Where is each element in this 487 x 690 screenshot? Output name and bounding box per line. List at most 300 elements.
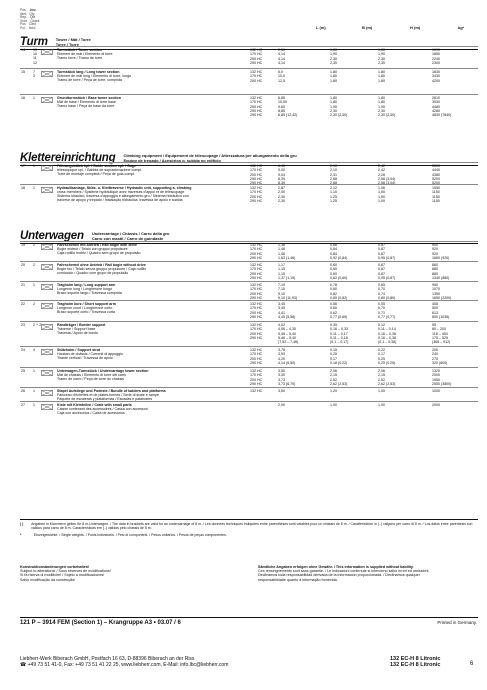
spec-height: 2,30 [378,56,385,61]
spec-type: 170 HC [250,74,263,79]
row-description-line: Führungsstück kpl. / Guide section cpl. / Cage [57,164,136,168]
component-drawing-icon [41,164,53,172]
spec-length: 9,00 [278,168,285,173]
spec-height: 1,00 [378,190,385,195]
disclaimer-right-2: Ces renseignements sont sans garantie. / Le indicazioni contenute si intendono salvo errori ed omissioni. [258,569,430,574]
row-description-line: Paquete de escaleras y plataformas / Escadas e patamares [57,397,153,402]
spec-length: 1,63 (1,46) [278,255,296,260]
spec-width: 2,15 [330,373,337,378]
legend-qty-en: Qty. [29,11,36,16]
row-quantity: 15 [33,48,37,52]
legend-pos-es: Pos [20,22,26,26]
spec-length: (7,52 – 7,46) [278,340,299,345]
spec-length: 5,48 – 5,40 [278,331,296,336]
row-description-line: Hauban de châssis / Correnti di appoggio [57,352,123,357]
spec-length: 8,39 [278,181,285,186]
spec-type: 290 HC [250,255,263,260]
spec-weight: 1070 [432,287,440,292]
spec-height: 2,15 [378,373,385,378]
spec-weight: 2000 [432,373,440,378]
spec-width: 0,60 [330,267,337,272]
spec-width: 0,60 [330,306,337,311]
spec-weight: 240 [432,352,438,357]
spec-weight: 408 [432,302,438,306]
spec-type: 290 HC [250,176,263,181]
column-weight-header: kg* [458,25,465,30]
spec-width: 2,30 [330,56,337,61]
spec-row [250,256,480,260]
spec-weight: 200 [432,348,438,352]
spec-type: 132 HC [250,302,263,306]
spec-weight: 1150 [432,190,440,195]
spec-length: 10,0 [278,74,285,79]
table-row [20,261,478,280]
section-subtitle: Undercarriage / Châssis / Carro della gru [91,231,170,237]
spec-height: 2,30 (2,30) [378,113,396,118]
spec-length: 2,87 [278,186,285,190]
row-position: 25 [21,369,25,373]
spec-length: 1,15 [278,267,285,272]
spec-length: 9,04 [278,172,285,177]
spec-height: 2,52 [378,377,385,382]
spec-type: 170 HC [250,352,263,357]
spec-width: 1,90 [330,52,337,57]
legend-rep: Rep. [20,15,27,19]
spec-weight: 4830 (7840) [432,113,452,118]
spec-weight: 1650 (2200) [432,295,452,300]
spec-height: 0,87 [378,243,385,247]
spec-height: 1,80 [378,48,385,52]
model-names [390,656,440,668]
disclaimer-left-3: Si fa riserva di modifiche! / Sujeto a modificaciones! [20,573,105,578]
spec-type: 290 HC [250,60,263,65]
table-row [20,367,478,386]
spec-type: 132 HC [250,70,263,74]
spec-width: 1,25 [330,198,337,203]
note-key: ( ) [20,522,24,526]
spec-type: 200 HC [250,251,263,256]
spec-type: 200 HC [250,291,263,296]
row-quantity: 1 [33,186,35,190]
spec-width: 2,12 [330,186,337,190]
spec-weight: 4380 [432,172,440,177]
component-drawing-icon [41,263,53,271]
spec-weight: 1320 [432,369,440,373]
spec-length: 3,50 [278,389,285,393]
spec-type: 290 HC [250,275,263,280]
spec-weight: 950 [432,283,438,287]
section-title: Unterwagen [20,230,84,243]
row-quantity: 1 [33,403,35,407]
row-description-line: télescopique cpl. / Gabbia de sopraelevazione compl. [57,168,143,173]
spec-width: 0,80 [330,287,337,292]
spec-weight: 4280 [432,108,440,113]
row-description-line: Tramo de torre / Peça de torre, comprida [57,78,122,83]
spec-width: 2,68 [330,181,337,186]
note-key: * [20,533,22,537]
row-description-line: Brazo soporte largo / Travessa comprida [57,291,122,296]
spec-width: 2,30 [330,60,337,65]
row-description-line: Traverse / Support base [57,327,96,332]
spec-length: 4,45 (5,58) [278,314,296,319]
spec-weight: 3430 [432,74,440,79]
spec-type: 170 HC [250,168,263,173]
spec-width: 0,82 [330,291,337,296]
address-line-2: +49 73 51 41-0, Fax: +49 73 51 41 22 25, www.liebherr.com, E-Mail: info.lbc@liebherr.com [27,662,229,669]
component-drawing-icon [41,348,53,356]
spec-height: 0,11 – 0,14 [378,327,396,332]
spec-length: 5,0 [278,70,283,74]
row-position: 15 [21,70,25,74]
component-drawing-icon [41,302,53,310]
row-description-line: Kiste mit Kleinteilen / Crate with small parts [57,403,132,407]
component-drawing-icon [41,186,53,194]
spec-row [250,361,480,365]
row-description-line: Unterwagen-Turmstück / Undercarriage tower section [57,369,149,373]
table-row [20,184,478,203]
row-quantity: 2 [33,243,35,247]
row-description-line: Caisse contenant des accessoires / Cassa con accessori [57,407,148,412]
spec-row [250,340,480,344]
spec-length: 1,17 [278,263,285,267]
spec-weight: 500 [432,306,438,311]
row-position: 21 [21,283,25,287]
spec-type: 200 HC [250,310,263,315]
spec-length: 6,85 [278,96,285,100]
spec-weight: 1150 [432,194,440,199]
spec-width: 0,11 – 0,18 [330,335,348,340]
spec-width: 1,20 [330,389,337,393]
row-quantity: 1 [33,283,35,287]
note-text: Angaben in Klammern gelten für 8 m-Unterwagen. / The data in brackets are valid for an undercarriage of 8 m. / Les données techniques indiquées entre parenthèses sont valables pour un châssis de 8 m. / Caratteristiche in (..) valgono per carro di 8 m. / Los datos entre paréntesis son válidos para carro de 8 m. Características em (..) válidas pelo chassis de 8 m. [31,522,473,530]
spec-height: 0,80 (0,80) [378,295,396,300]
row-description-line: Tragholm kurz / Short support arm [57,302,116,306]
spec-type: 132 HC [250,164,263,168]
spec-type: 290 HC [250,113,263,118]
spec-height: 0,25 [378,356,385,361]
spec-height: 1,00 [378,403,385,407]
spec-length: 3,30 [278,373,285,378]
spec-weight: 118 – 454 [432,331,448,336]
spec-type: 170 HC [250,267,263,272]
spec-width: 0,62 (0,60) [330,275,348,280]
spec-length: 3,45 [278,306,285,311]
spec-type: 132 HC [250,186,263,190]
spec-type: 170 HC [250,52,263,57]
row-description-line: Fahrschemel mit Antrieb / Rail bogie with drive [57,243,137,247]
spec-weight: 1660 (920) [432,255,450,260]
spec-width: 2,52 [330,377,337,382]
spec-weight: 800 (1035) [432,314,450,319]
row-quantity: 1 [33,164,35,168]
spec-length: 4,14 (6,50) [278,360,296,365]
legend-qty-fr: Qté. [29,15,37,19]
spec-height: 0,16 – 0,38 [378,335,396,340]
disclaimer-left-2: Subject to alterations! / Sous réserves de modifications! [20,569,111,574]
spec-row [250,199,480,203]
spec-type: 170 HC [250,306,263,311]
spec-length: 1,15 [278,271,285,276]
spec-length: 9,10 [278,291,285,296]
spec-length: 2,30 [278,198,285,203]
spec-length: 8,39 [278,176,285,181]
spec-type: 200 HC [250,271,263,276]
spec-type: 132 HC [250,48,263,52]
spec-width: 1,10 [330,190,337,195]
spec-weight: 1150 [432,198,440,203]
spec-width: 0,84 [330,251,337,256]
spec-weight: 1350 [432,291,440,296]
spec-type: 170 HC [250,100,263,105]
spec-width: 2,10 [330,164,337,168]
spec-width: 0,35 [330,323,337,327]
spec-row [250,113,480,117]
spec-type: 290 HC [250,381,263,386]
spec-weight: 4440 [432,168,440,173]
spec-height: 1,80 [378,100,385,105]
spec-length: 6,85 (12,42) [278,113,298,118]
spec-width: 0,60 [330,271,337,276]
spec-height: 1,80 [378,74,385,79]
spec-length: 9,60 [278,104,285,109]
table-row [20,162,478,186]
spec-type: 200 HC [250,78,263,83]
model-name-2: 132 EC-H 8 Litronic [390,662,441,669]
section-subtitle-2: Equipo de trepado / Acesórios p. subida no edifício [123,157,221,163]
row-description-line: Elément de mât / Elemento di torre [57,52,113,57]
legend-qty-es: Cant. [28,22,37,26]
section-title: Klettereinrichtung [20,152,116,165]
legend-qty-it: Quant. [30,18,41,23]
spec-length: 1,37 (1,15) [278,275,296,280]
row-description-line: Travesia / Apoio de bordo [57,331,98,336]
spec-type: 290 HC [250,360,263,365]
row-quantity: 2 + 2 [33,323,42,327]
legend-pol: Pol. [20,25,26,30]
spec-weight: 1850 [432,52,440,57]
footer-rule [20,617,478,618]
table-row [20,300,478,319]
spec-length: 3,78 [278,348,285,352]
row-description-line: traverse de apoyo y trepado / Instalação hidráulica, travessa de apoio e subida [57,198,183,203]
spec-type: 290 HC [250,198,263,203]
spec-height: 0,87 [378,271,385,276]
spec-type: 200 HC [250,104,263,109]
spec-type: 132 HC [250,389,263,393]
spec-weight: 1000 [432,389,440,393]
spec-height: 0,12 [378,323,385,327]
spec-row [250,79,480,83]
spec-width: 2,30 (2,30) [330,113,348,118]
spec-weight: 80 – 200 [432,327,446,332]
spec-height: 0,71 [378,310,385,315]
spec-weight: 920 [432,247,438,252]
spec-height: 1,80 [378,70,385,74]
spec-height: 0,55 [378,302,385,306]
row-position: 22 [21,302,25,306]
spec-width: 0,77 (0,65) [330,314,348,319]
spec-type: 200 HC [250,356,263,361]
disclaimer-right-4: responsabilidade quanto à informação fornecida. [258,577,338,582]
spec-width: 1,90 [330,104,337,109]
row-quantity: 1 [33,389,35,393]
spec-width: 0,68 [330,243,337,247]
spec-weight: 920 [432,251,438,256]
row-position: 26 [21,389,25,393]
spec-type: 170 HC [250,247,263,252]
spec-length: 3,73 [278,377,285,382]
company-address [20,656,228,668]
spec-width: 0,16 – 0,33 [330,327,348,332]
note-text: Einzelgewichte. / Single weights. / Poids individuels. / Pesi di componenti. / Pesos unitarios. / Pesos de peças componentes. [34,533,227,537]
row-description-line: Mât de châssis / Elemento di torre del carro [57,373,127,378]
spec-length: 1,46 [278,251,285,256]
row-position: 16 [21,96,25,100]
row-quantity-extra: 10 [33,52,37,57]
table-row [20,241,478,260]
spec-height: 0,74 [378,291,385,296]
row-description-line: Faisceau d'échelles et de plates-formes / Serie di scale e rampe [57,393,159,398]
row-description-line: Caja con accesorios / Caixa de acessórios [57,411,125,416]
row-description-line: Caja rodillo motriz / Quadro sem grupo de propulsão [57,251,141,256]
component-drawing-icon [41,283,53,291]
spec-length: 4,14 [278,52,285,57]
spec-length: 7,19 [278,283,285,287]
spec-width: (0,1 – 0,17) [330,340,349,345]
spec-weight: 1090 [432,48,440,52]
spec-height: 2,42 [378,168,385,173]
spec-height: 0,22 [378,348,385,352]
row-position: 18 [21,186,25,190]
spec-height: 2,06 [378,369,385,373]
spec-length: 9,10 (11,93) [278,295,298,300]
component-drawing-icon [41,403,53,411]
row-description-line: Bogie moteur / Telaio con gruppo propulsore [57,247,128,252]
spec-weight: 1340 (880) [432,275,450,280]
spec-length: 6,45 [278,164,285,168]
spec-width: 2,10 [330,168,337,173]
spec-weight: 2300 [432,60,440,65]
spec-width: 1,80 [330,78,337,83]
address-line-1: Liebherr-Werk Biberach GmbH, Postfach 16 63, D-88396 Biberach an der Riss [20,656,195,662]
spec-width: 0,92 (0,84) [330,255,348,260]
row-quantity-extra: 12 [33,60,37,65]
row-description-line: Randträger / Border support [57,323,106,327]
spec-row [250,315,480,319]
spec-weight: 3500 [432,164,440,168]
spec-type: 132 HC [250,283,263,287]
spec-type: 170 HC [250,327,263,332]
spec-type: 200 HC [250,172,263,177]
table-row [20,346,478,365]
spec-weight: 900 [432,243,438,247]
component-drawing-icon [41,243,53,251]
spec-height: 0,87 [378,267,385,272]
spec-width: 0,84 [330,247,337,252]
spec-type: 132 HC [250,369,263,373]
spec-length: 4,02 [278,323,285,327]
spec-weight: (366 – 912) [432,340,451,345]
spec-width: 2,06 [330,369,337,373]
spec-width: 1,80 [330,100,337,105]
column-width-header: B (m) [362,25,373,30]
spec-width: 0,56 [330,302,337,306]
spec-weight: 5200 [432,176,440,181]
spec-width: 2,62 (2,53) [330,381,348,386]
component-drawing-icon [41,323,53,331]
spec-height: 0,25 (0,25) [378,360,396,365]
spec-length: 4,14 [278,56,285,61]
legend-pos: Pos. [20,8,27,12]
position-legend [20,9,40,30]
spec-length: 2,00 [278,190,285,195]
spec-height: 0,95 (0,87) [378,255,396,260]
spec-length: 7,15 [278,287,285,292]
spec-height: 1,06 [378,186,385,190]
row-position: 23 [21,323,25,327]
disclaimer-left-1: Konstruktionsänderungen vorbehalten! [20,565,90,569]
spec-length: 3,45 [278,302,285,306]
spec-type: 200 HC [250,331,263,336]
table-row [20,321,478,345]
spec-width: 1,80 [330,48,337,52]
row-description-line: Grundturmstück / Base tower section [57,96,121,100]
spec-height: 0,87 [378,251,385,256]
component-drawing-icon [41,389,53,397]
spec-weight: 613 [432,310,438,315]
section-title: Turm [20,36,48,49]
row-description-line: Fahrschemel ohne Antrieb / Rail bogie without drive [57,263,146,267]
spec-height: 2,28 [378,172,385,177]
spec-width: 2,30 [330,108,337,113]
table-row [20,46,478,65]
row-description-line: Elément de mât long / Elemento di torre, lungo [57,74,132,79]
spec-height: 0,16 – 0,36 [378,331,396,336]
row-description-line: Hydraulikanlage, Stütz- u. Kletttraverse / Hydraulic unit, supporting a. climbing [57,186,192,190]
row-description-line: Stützholm / Support strut [57,348,101,352]
spec-height: 2,62 (2,53) [378,381,396,386]
row-position: 24 [21,348,25,352]
row-description-line: Tramo torre / Tramo de torre [57,56,103,61]
row-description-line: Tirante vertical / Travessa de apoio [57,356,113,361]
spec-weight: 2610 [432,96,440,100]
spec-height: 1,80 [378,96,385,100]
spec-weight: 1830 [432,70,440,74]
spec-weight: 95 [432,323,436,327]
spec-length: 2,50 [278,48,285,52]
spec-width: 0,25 [330,352,337,357]
spec-width: 1,80 [330,96,337,100]
spec-weight: 2240 [432,56,440,61]
row-description-line: Longeron court / Longherone corto [57,306,113,311]
column-length-header: L (m) [316,25,326,30]
spec-type: 132 HC [250,263,263,267]
spec-weight: 1950 [432,377,440,382]
row-description-line: Turmstück lang / Long tower section [57,70,120,74]
spec-height: 0,65 [378,283,385,287]
component-drawing-icon [41,48,53,56]
spec-length: 3,50 [278,369,285,373]
row-description-line: Tragholm lang / Long support arm [57,283,116,287]
row-quantity-extra: 11 [33,56,37,61]
spec-width: 1,00 [330,403,337,407]
page-number: 6 [470,661,474,667]
notes [20,519,478,537]
spec-type: 290 HC [250,314,263,319]
spec-row [250,276,480,280]
spec-height: 1,80 [378,78,385,83]
spec-weight: 880 [432,271,438,276]
